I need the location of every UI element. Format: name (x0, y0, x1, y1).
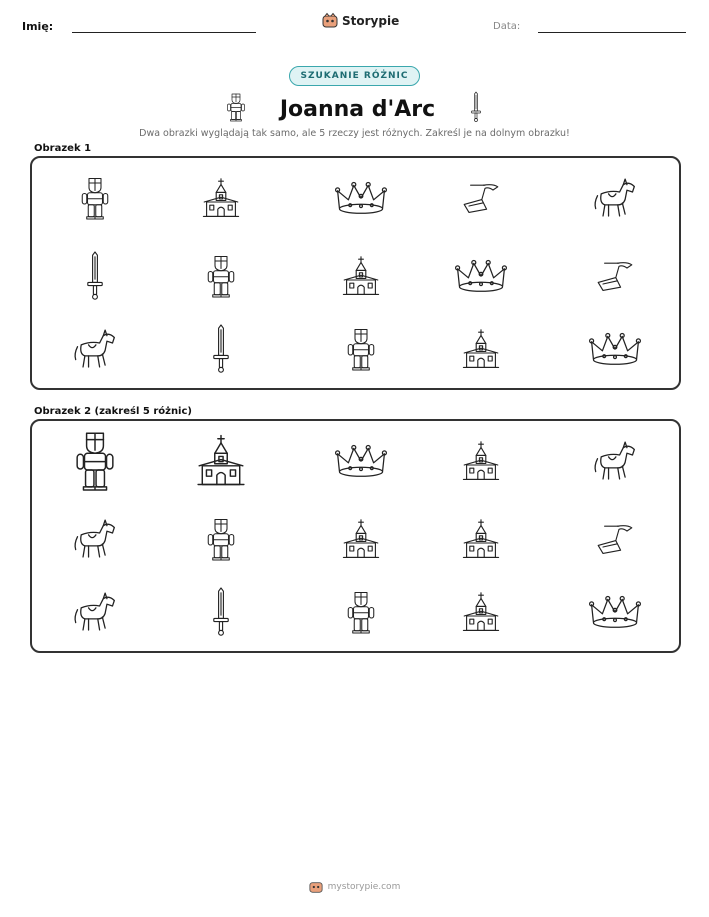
crown-icon (334, 179, 388, 217)
church-icon (341, 517, 381, 561)
sword-icon (213, 324, 229, 374)
picture2-cell-r1-c5[interactable] (592, 440, 638, 482)
plow-icon (461, 180, 501, 216)
picture2-cell-r2-c3[interactable] (341, 517, 381, 561)
church-icon (461, 517, 501, 561)
horse-icon (72, 518, 118, 560)
picture1-panel (30, 156, 681, 390)
picture2-cell-r3-c3[interactable] (346, 588, 376, 636)
picture1-label: Obrazek 1 (34, 143, 92, 154)
knight-icon (226, 92, 246, 122)
picture2-cell-r2-c1[interactable] (72, 518, 118, 560)
picture1-cell-r1-c5[interactable] (592, 177, 638, 219)
knight-icon (206, 252, 236, 300)
picture2-cell-r3-c1[interactable] (72, 591, 118, 633)
picture1-cell-r3-c5[interactable] (588, 330, 642, 368)
picture2-panel (30, 419, 681, 653)
knight-icon (74, 427, 116, 494)
footer (309, 880, 401, 894)
picture1-cell-r2-c3[interactable] (341, 254, 381, 298)
sword-icon (213, 587, 229, 637)
crown-icon (588, 593, 642, 631)
picture2-cell-r3-c5[interactable] (588, 593, 642, 631)
picture1-cell-r3-c2[interactable] (213, 324, 229, 374)
picture2-cell-r1-c1[interactable] (74, 427, 116, 494)
picture2-cell-r1-c4[interactable] (461, 439, 501, 483)
church-icon (461, 439, 501, 483)
horse-icon (72, 328, 118, 370)
sword-icon (469, 92, 483, 122)
footer-mascot-icon (309, 880, 323, 894)
picture1-cell-r2-c5[interactable] (595, 258, 635, 294)
knight-icon (80, 174, 110, 222)
picture1-cell-r3-c1[interactable] (72, 328, 118, 370)
crown-icon (334, 442, 388, 480)
picture1-cell-r3-c3[interactable] (346, 325, 376, 373)
picture2-cell-r2-c2[interactable] (206, 515, 236, 563)
name-label: Imię: (22, 20, 54, 33)
plow-icon (595, 258, 635, 294)
picture2-cell-r3-c2[interactable] (213, 587, 229, 637)
page-title: Joanna d'Arc (279, 96, 436, 122)
knight-icon (206, 515, 236, 563)
crown-icon (588, 330, 642, 368)
name-line[interactable] (72, 32, 256, 33)
church-icon (461, 590, 501, 634)
picture1-cell-r1-c1[interactable] (80, 174, 110, 222)
church-icon (341, 254, 381, 298)
church-icon (195, 432, 247, 489)
picture1-cell-r1-c3[interactable] (334, 179, 388, 217)
logo-text: Storypie (342, 14, 400, 28)
date-line[interactable] (538, 32, 686, 33)
picture2-cell-r3-c4[interactable] (461, 590, 501, 634)
storypie-logo (322, 13, 399, 29)
picture1-cell-r1-c2[interactable] (201, 176, 241, 220)
picture1-cell-r2-c1[interactable] (87, 251, 103, 301)
horse-icon (592, 177, 638, 219)
horse-icon (72, 591, 118, 633)
plow-icon (595, 521, 635, 557)
worksheet-type-badge: SZUKANIE RÓŻNIC (289, 66, 419, 86)
instructions: Dwa obrazki wyglądają tak samo, ale 5 rzeczy jest różnych. Zakreśl je na dolnym obrazku! (139, 128, 570, 139)
date-label: Data: (493, 21, 521, 32)
picture1-cell-r2-c4[interactable] (454, 257, 508, 295)
church-icon (461, 327, 501, 371)
knight-icon (346, 588, 376, 636)
knight-icon (346, 325, 376, 373)
picture2-cell-r1-c3[interactable] (334, 442, 388, 480)
picture1-cell-r2-c2[interactable] (206, 252, 236, 300)
picture1-cell-r1-c4[interactable] (461, 180, 501, 216)
horse-icon (592, 440, 638, 482)
title-sword-icon (469, 92, 483, 126)
title-knight-icon (226, 92, 246, 126)
picture2-cell-r1-c2[interactable] (195, 432, 247, 489)
picture2-cell-r2-c5[interactable] (595, 521, 635, 557)
picture2-label: Obrazek 2 (zakreśl 5 różnic) (34, 406, 192, 417)
sword-icon (87, 251, 103, 301)
footer-site: mystorypie.com (327, 882, 401, 892)
church-icon (201, 176, 241, 220)
storypie-mascot-icon (322, 13, 338, 29)
crown-icon (454, 257, 508, 295)
picture2-cell-r2-c4[interactable] (461, 517, 501, 561)
picture1-cell-r3-c4[interactable] (461, 327, 501, 371)
